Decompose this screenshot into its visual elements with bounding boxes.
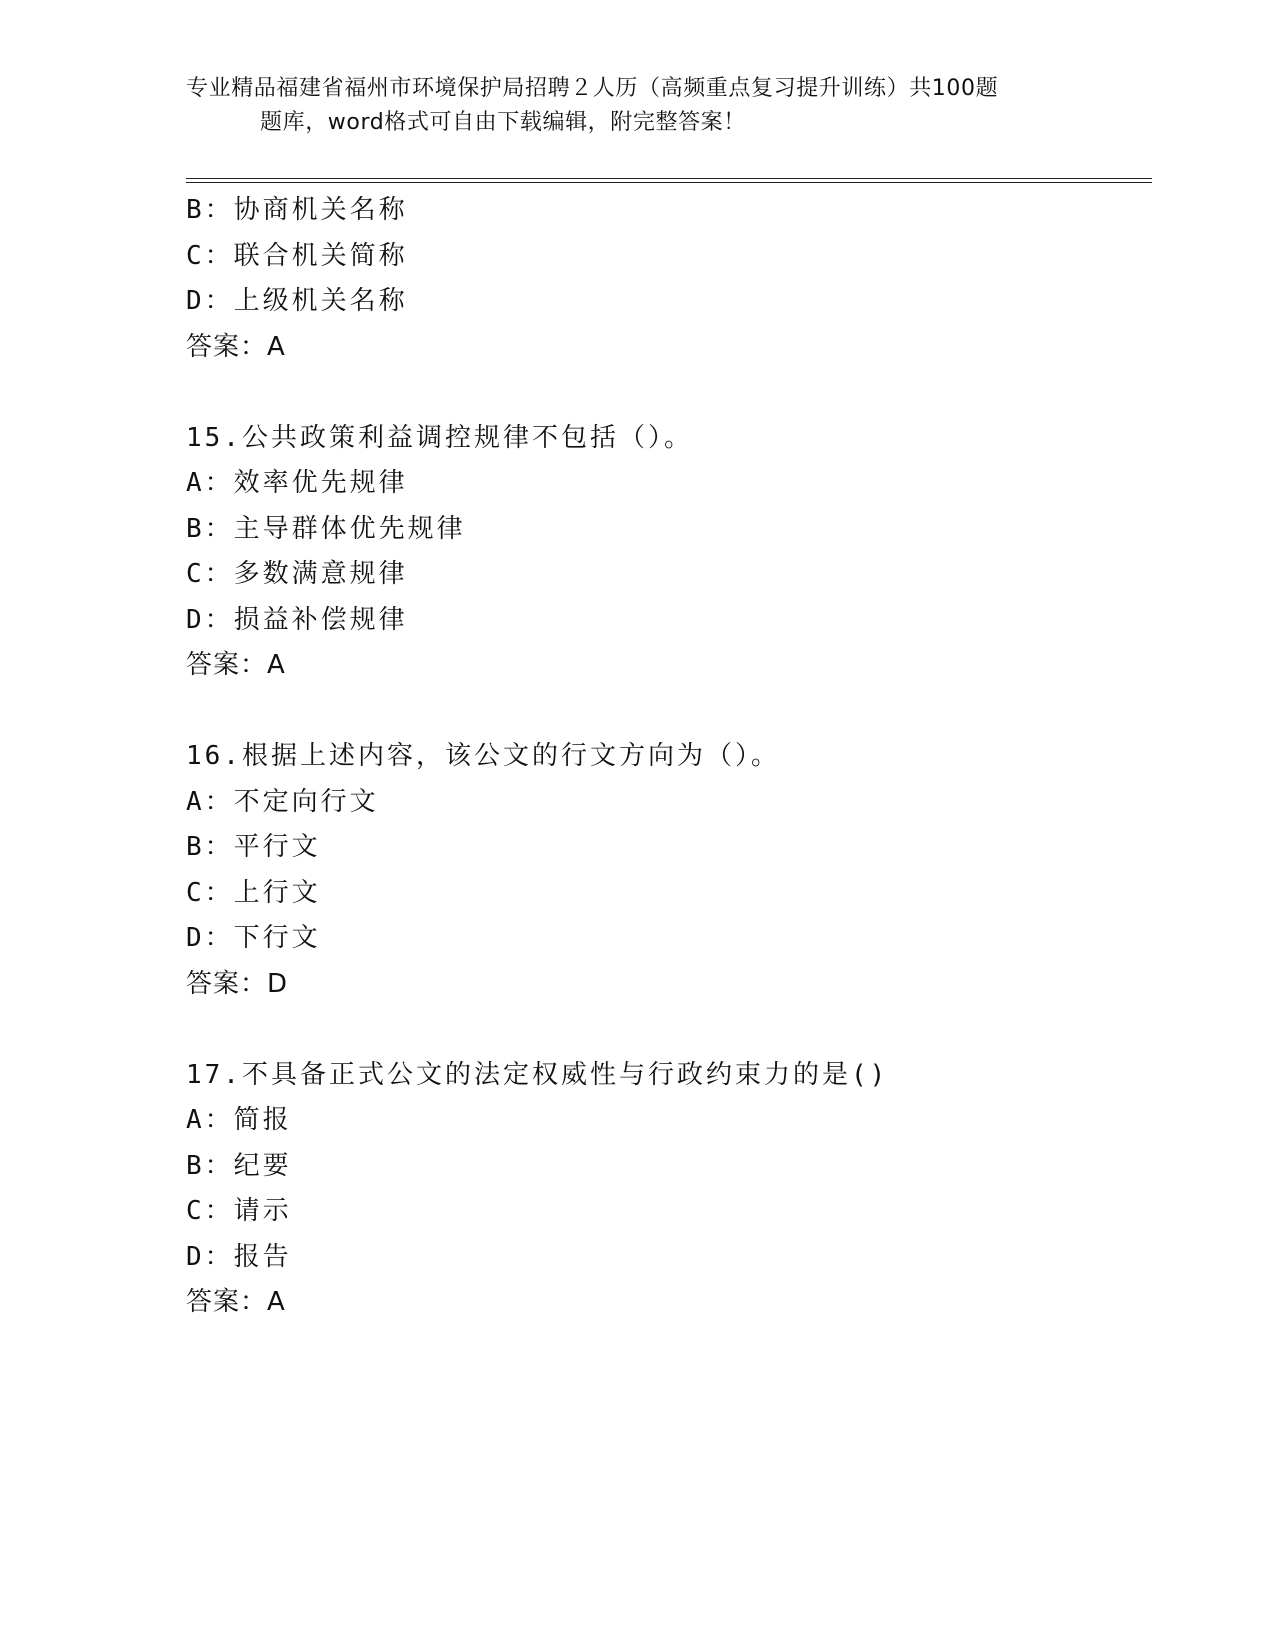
document-title-line-1: 专业精品福建省福州市环境保护局招聘２人历（高频重点复习提升训练）共100题 [186,76,999,101]
answer-line: 答案：A [186,331,286,362]
question-text: 16.根据上述内容，该公文的行文方向为（）。 [186,741,780,771]
question-block-14-continued [186,188,1146,370]
option-a: A：效率优先规律 [186,468,408,498]
answer-line: 答案：A [186,650,286,680]
option-c: C：多数满意规律 [186,559,408,589]
option-a: A：简报 [186,1105,292,1135]
option-d: D：损益补偿规律 [186,604,408,635]
option-d: D：上级机关名称 [186,286,408,316]
answer-line: 答案：D [186,968,289,999]
option-d: D：下行文 [186,923,321,953]
block-spacer [186,689,1146,735]
header-double-rule [186,178,1152,183]
document-header [186,72,1086,140]
option-b: B：纪要 [186,1150,292,1181]
question-text: 15.公共政策利益调控规律不包括（）。 [186,422,693,453]
option-c: C：联合机关简称 [186,240,408,271]
question-block-17 [186,1053,1146,1326]
option-d: D：报告 [186,1241,292,1272]
block-spacer [186,1007,1146,1053]
block-spacer [186,370,1146,416]
answer-line: 答案：A [186,1287,286,1317]
option-b: B：平行文 [186,832,321,862]
option-b: B：主导群体优先规律 [186,513,466,544]
option-a: A：不定向行文 [186,786,379,817]
question-list [186,188,1146,1326]
question-text: 17.不具备正式公文的法定权威性与行政约束力的是() [186,1059,889,1090]
document-title-line-2: 题库，word格式可自由下载编辑，附完整答案！ [260,110,746,135]
question-block-15 [186,416,1146,689]
option-b: B：协商机关名称 [186,195,408,225]
question-block-16 [186,734,1146,1007]
option-c: C：请示 [186,1196,292,1226]
option-c: C：上行文 [186,877,321,908]
